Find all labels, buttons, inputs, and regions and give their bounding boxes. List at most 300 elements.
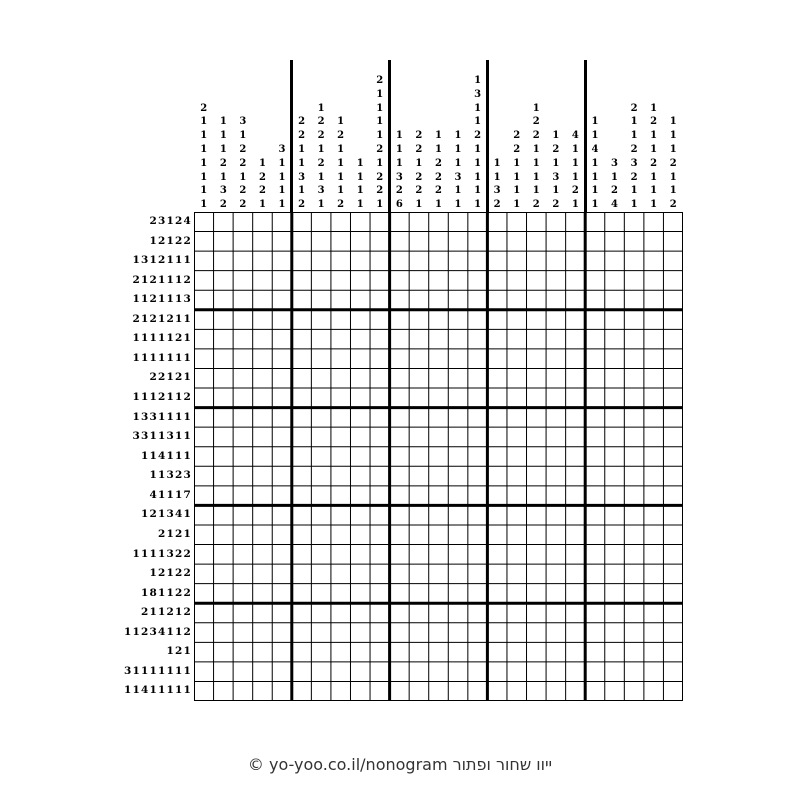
grid-cell[interactable] [370,329,390,349]
grid-cell[interactable] [546,310,566,330]
grid-cell[interactable] [272,486,292,506]
grid-cell[interactable] [566,564,586,584]
grid-cell[interactable] [429,525,449,545]
grid-cell[interactable] [253,349,273,369]
grid-cell[interactable] [370,486,390,506]
grid-cell[interactable] [605,232,625,252]
grid-cell[interactable] [272,662,292,682]
grid-cell[interactable] [527,427,547,447]
grid-cell[interactable] [448,681,468,701]
grid-cell[interactable] [448,408,468,428]
grid-cell[interactable] [624,310,644,330]
grid-cell[interactable] [624,271,644,291]
grid-cell[interactable] [448,525,468,545]
grid-cell[interactable] [350,290,370,310]
grid-cell[interactable] [468,564,488,584]
grid-cell[interactable] [409,290,429,310]
grid-cell[interactable] [409,212,429,232]
grid-cell[interactable] [566,427,586,447]
grid-cell[interactable] [194,603,214,623]
grid-cell[interactable] [370,642,390,662]
grid-cell[interactable] [663,545,683,565]
grid-cell[interactable] [624,329,644,349]
grid-cell[interactable] [253,564,273,584]
grid-cell[interactable] [507,251,527,271]
grid-cell[interactable] [468,486,488,506]
grid-cell[interactable] [546,642,566,662]
grid-cell[interactable] [350,486,370,506]
grid-cell[interactable] [585,310,605,330]
grid-cell[interactable] [624,545,644,565]
grid-cell[interactable] [233,329,253,349]
grid-cell[interactable] [272,623,292,643]
grid-cell[interactable] [390,662,410,682]
grid-cell[interactable] [605,662,625,682]
grid-cell[interactable] [527,388,547,408]
grid-cell[interactable] [448,232,468,252]
grid-cell[interactable] [644,251,664,271]
grid-cell[interactable] [624,251,644,271]
grid-cell[interactable] [624,290,644,310]
grid-cell[interactable] [214,505,234,525]
grid-cell[interactable] [546,486,566,506]
grid-cell[interactable] [429,545,449,565]
grid-cell[interactable] [546,545,566,565]
grid-cell[interactable] [253,408,273,428]
grid-cell[interactable] [546,505,566,525]
grid-cell[interactable] [487,505,507,525]
grid-cell[interactable] [448,584,468,604]
grid-cell[interactable] [409,232,429,252]
grid-cell[interactable] [350,545,370,565]
grid-cell[interactable] [468,271,488,291]
grid-cell[interactable] [253,662,273,682]
grid-cell[interactable] [272,232,292,252]
grid-cell[interactable] [214,212,234,232]
grid-cell[interactable] [214,271,234,291]
grid-cell[interactable] [429,329,449,349]
grid-cell[interactable] [663,290,683,310]
grid-cell[interactable] [527,310,547,330]
grid-cell[interactable] [409,329,429,349]
grid-cell[interactable] [390,545,410,565]
grid-cell[interactable] [390,486,410,506]
grid-cell[interactable] [409,505,429,525]
grid-cell[interactable] [370,505,390,525]
grid-cell[interactable] [546,681,566,701]
grid-cell[interactable] [487,212,507,232]
grid-cell[interactable] [663,408,683,428]
grid-cell[interactable] [370,427,390,447]
grid-cell[interactable] [507,388,527,408]
grid-cell[interactable] [429,290,449,310]
grid-svg[interactable] [194,212,683,701]
grid-cell[interactable] [214,251,234,271]
grid-cell[interactable] [390,368,410,388]
grid-cell[interactable] [585,368,605,388]
grid-cell[interactable] [644,564,664,584]
grid-cell[interactable] [585,447,605,467]
grid-cell[interactable] [233,603,253,623]
grid-cell[interactable] [253,603,273,623]
grid-cell[interactable] [292,388,312,408]
grid-cell[interactable] [546,232,566,252]
grid-cell[interactable] [644,466,664,486]
grid-cell[interactable] [194,486,214,506]
grid-cell[interactable] [585,623,605,643]
grid-cell[interactable] [253,525,273,545]
grid-cell[interactable] [585,545,605,565]
grid-cell[interactable] [527,525,547,545]
grid-cell[interactable] [311,232,331,252]
grid-cell[interactable] [644,212,664,232]
grid-cell[interactable] [409,603,429,623]
grid-cell[interactable] [566,408,586,428]
grid-cell[interactable] [409,427,429,447]
grid-cell[interactable] [370,603,390,623]
grid-cell[interactable] [507,623,527,643]
grid-cell[interactable] [214,681,234,701]
grid-cell[interactable] [331,232,351,252]
grid-cell[interactable] [566,447,586,467]
grid-cell[interactable] [468,466,488,486]
grid-cell[interactable] [350,623,370,643]
grid-cell[interactable] [448,290,468,310]
grid-cell[interactable] [194,623,214,643]
grid-cell[interactable] [507,232,527,252]
grid-cell[interactable] [527,584,547,604]
grid-cell[interactable] [487,388,507,408]
grid-cell[interactable] [409,662,429,682]
grid-cell[interactable] [468,603,488,623]
grid-cell[interactable] [527,486,547,506]
grid-cell[interactable] [546,662,566,682]
grid-cell[interactable] [566,525,586,545]
grid-cell[interactable] [292,486,312,506]
grid-cell[interactable] [214,584,234,604]
grid-cell[interactable] [468,447,488,467]
grid-cell[interactable] [546,466,566,486]
grid-cell[interactable] [370,408,390,428]
grid-cell[interactable] [331,408,351,428]
grid-cell[interactable] [566,466,586,486]
grid-cell[interactable] [448,447,468,467]
grid-cell[interactable] [468,368,488,388]
grid-cell[interactable] [624,584,644,604]
grid-cell[interactable] [272,329,292,349]
grid-cell[interactable] [448,329,468,349]
grid-cell[interactable] [585,584,605,604]
grid-cell[interactable] [663,427,683,447]
grid-cell[interactable] [605,349,625,369]
grid-cell[interactable] [214,232,234,252]
grid-cell[interactable] [566,642,586,662]
grid-cell[interactable] [233,447,253,467]
grid-cell[interactable] [214,388,234,408]
grid-cell[interactable] [566,545,586,565]
grid-cell[interactable] [663,388,683,408]
grid-cell[interactable] [527,251,547,271]
grid-cell[interactable] [527,681,547,701]
grid-cell[interactable] [448,310,468,330]
grid-cell[interactable] [429,232,449,252]
grid-cell[interactable] [527,408,547,428]
grid-cell[interactable] [527,466,547,486]
grid-cell[interactable] [468,232,488,252]
grid-cell[interactable] [311,408,331,428]
grid-cell[interactable] [409,271,429,291]
grid-cell[interactable] [370,545,390,565]
grid-cell[interactable] [624,447,644,467]
grid-cell[interactable] [390,447,410,467]
grid-cell[interactable] [546,427,566,447]
grid-cell[interactable] [233,290,253,310]
grid-cell[interactable] [311,603,331,623]
grid-cell[interactable] [566,232,586,252]
grid-cell[interactable] [194,681,214,701]
grid-cell[interactable] [468,427,488,447]
grid-cell[interactable] [487,642,507,662]
grid-cell[interactable] [585,642,605,662]
grid-cell[interactable] [468,662,488,682]
grid-cell[interactable] [605,584,625,604]
grid-cell[interactable] [350,329,370,349]
grid-cell[interactable] [390,388,410,408]
grid-cell[interactable] [546,525,566,545]
grid-cell[interactable] [644,662,664,682]
grid-cell[interactable] [409,251,429,271]
grid-cell[interactable] [311,681,331,701]
grid-cell[interactable] [214,466,234,486]
grid-cell[interactable] [214,564,234,584]
grid-cell[interactable] [214,662,234,682]
grid-cell[interactable] [311,310,331,330]
grid-cell[interactable] [214,545,234,565]
grid-cell[interactable] [468,545,488,565]
grid-cell[interactable] [663,349,683,369]
grid-cell[interactable] [605,603,625,623]
grid-cell[interactable] [331,447,351,467]
grid-cell[interactable] [487,349,507,369]
grid-cell[interactable] [233,466,253,486]
grid-cell[interactable] [390,251,410,271]
grid-cell[interactable] [194,368,214,388]
grid-cell[interactable] [292,545,312,565]
grid-cell[interactable] [350,447,370,467]
grid-cell[interactable] [194,251,214,271]
grid-cell[interactable] [605,212,625,232]
grid-cell[interactable] [429,642,449,662]
grid-cell[interactable] [272,290,292,310]
grid-cell[interactable] [546,290,566,310]
grid-cell[interactable] [585,427,605,447]
grid-cell[interactable] [409,525,429,545]
grid-cell[interactable] [448,486,468,506]
grid-cell[interactable] [429,349,449,369]
grid-cell[interactable] [233,212,253,232]
grid-cell[interactable] [370,368,390,388]
grid-cell[interactable] [624,603,644,623]
grid-cell[interactable] [663,584,683,604]
grid-cell[interactable] [566,584,586,604]
grid-cell[interactable] [233,427,253,447]
grid-cell[interactable] [527,564,547,584]
grid-cell[interactable] [487,271,507,291]
grid-cell[interactable] [331,388,351,408]
grid-cell[interactable] [253,584,273,604]
grid-cell[interactable] [390,505,410,525]
grid-cell[interactable] [214,603,234,623]
grid-cell[interactable] [566,271,586,291]
grid-cell[interactable] [409,466,429,486]
grid-cell[interactable] [311,212,331,232]
grid-cell[interactable] [624,642,644,662]
grid-cell[interactable] [214,290,234,310]
grid-cell[interactable] [292,349,312,369]
grid-cell[interactable] [605,290,625,310]
grid-cell[interactable] [350,466,370,486]
grid-cell[interactable] [585,505,605,525]
grid-cell[interactable] [409,349,429,369]
grid-cell[interactable] [233,368,253,388]
grid-cell[interactable] [311,427,331,447]
grid-cell[interactable] [527,603,547,623]
grid-cell[interactable] [644,525,664,545]
grid-cell[interactable] [546,271,566,291]
grid-cell[interactable] [292,310,312,330]
grid-cell[interactable] [546,408,566,428]
grid-cell[interactable] [468,505,488,525]
grid-cell[interactable] [350,271,370,291]
grid-cell[interactable] [429,368,449,388]
grid-cell[interactable] [390,212,410,232]
grid-cell[interactable] [663,271,683,291]
grid-cell[interactable] [233,486,253,506]
grid-cell[interactable] [409,545,429,565]
grid-cell[interactable] [644,486,664,506]
grid-cell[interactable] [233,623,253,643]
grid-cell[interactable] [585,564,605,584]
grid-cell[interactable] [194,310,214,330]
grid-cell[interactable] [214,329,234,349]
grid-cell[interactable] [253,545,273,565]
grid-cell[interactable] [566,603,586,623]
grid-cell[interactable] [292,329,312,349]
grid-cell[interactable] [546,447,566,467]
grid-cell[interactable] [233,525,253,545]
grid-cell[interactable] [409,584,429,604]
grid-cell[interactable] [370,681,390,701]
grid-cell[interactable] [370,525,390,545]
grid-cell[interactable] [390,584,410,604]
grid-cell[interactable] [663,603,683,623]
grid-cell[interactable] [331,662,351,682]
grid-cell[interactable] [566,349,586,369]
grid-cell[interactable] [566,681,586,701]
grid-cell[interactable] [624,212,644,232]
grid-cell[interactable] [350,681,370,701]
grid-cell[interactable] [644,290,664,310]
grid-cell[interactable] [487,486,507,506]
grid-cell[interactable] [390,310,410,330]
grid-cell[interactable] [253,447,273,467]
grid-cell[interactable] [272,368,292,388]
grid-cell[interactable] [331,584,351,604]
grid-cell[interactable] [527,545,547,565]
grid-cell[interactable] [644,388,664,408]
grid-cell[interactable] [350,603,370,623]
grid-cell[interactable] [331,212,351,232]
grid-cell[interactable] [233,662,253,682]
grid-cell[interactable] [233,505,253,525]
grid-cell[interactable] [272,525,292,545]
grid-cell[interactable] [370,466,390,486]
grid-cell[interactable] [331,329,351,349]
grid-cell[interactable] [566,505,586,525]
grid-cell[interactable] [214,408,234,428]
grid-cell[interactable] [585,466,605,486]
grid-cell[interactable] [272,681,292,701]
grid-cell[interactable] [311,623,331,643]
grid-cell[interactable] [663,662,683,682]
grid-cell[interactable] [272,447,292,467]
grid-cell[interactable] [468,329,488,349]
grid-cell[interactable] [390,290,410,310]
grid-cell[interactable] [370,623,390,643]
grid-cell[interactable] [272,310,292,330]
grid-cell[interactable] [194,564,214,584]
grid-cell[interactable] [468,584,488,604]
grid-cell[interactable] [350,584,370,604]
grid-cell[interactable] [663,329,683,349]
grid-cell[interactable] [292,681,312,701]
grid-cell[interactable] [507,329,527,349]
grid-cell[interactable] [487,525,507,545]
grid-cell[interactable] [468,388,488,408]
grid-cell[interactable] [370,290,390,310]
grid-cell[interactable] [194,290,214,310]
grid-cell[interactable] [527,368,547,388]
grid-cell[interactable] [605,408,625,428]
grid-cell[interactable] [233,349,253,369]
grid-cell[interactable] [311,368,331,388]
grid-cell[interactable] [311,486,331,506]
grid-cell[interactable] [429,584,449,604]
grid-cell[interactable] [272,212,292,232]
grid-cell[interactable] [253,486,273,506]
grid-cell[interactable] [292,584,312,604]
grid-cell[interactable] [624,466,644,486]
grid-cell[interactable] [214,349,234,369]
grid-cell[interactable] [390,642,410,662]
grid-cell[interactable] [194,232,214,252]
grid-cell[interactable] [487,251,507,271]
grid-cell[interactable] [605,447,625,467]
grid-cell[interactable] [468,623,488,643]
grid-cell[interactable] [272,642,292,662]
grid-cell[interactable] [409,447,429,467]
grid-cell[interactable] [370,662,390,682]
grid-cell[interactable] [663,564,683,584]
grid-cell[interactable] [350,232,370,252]
grid-cell[interactable] [507,642,527,662]
grid-cell[interactable] [233,564,253,584]
grid-cell[interactable] [468,290,488,310]
grid-cell[interactable] [214,447,234,467]
grid-cell[interactable] [624,408,644,428]
grid-cell[interactable] [546,329,566,349]
grid-cell[interactable] [468,349,488,369]
